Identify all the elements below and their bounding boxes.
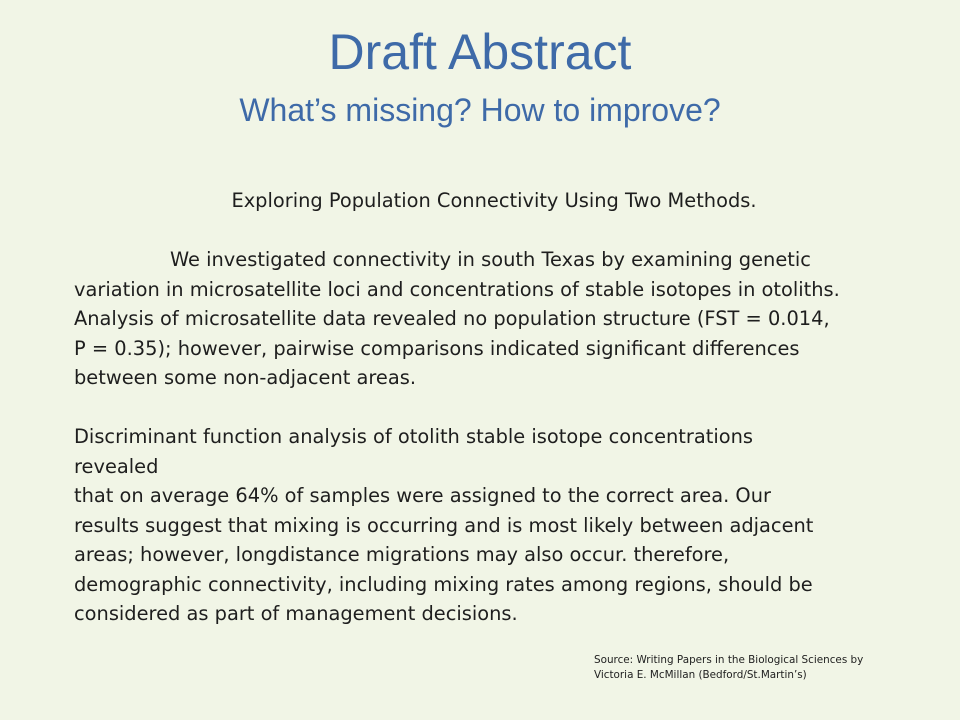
blank-line <box>74 393 914 423</box>
abstract-line: results suggest that mixing is occurring and is most likely between adjacent <box>74 513 814 537</box>
abstract-line: between some non-adjacent areas. <box>74 366 417 389</box>
source-line: Source: Writing Papers in the Biological Sciences by <box>594 654 864 666</box>
abstract-line: variation in microsatellite loci and concentrations of stable isotopes in otoliths. <box>74 277 840 301</box>
source-line: Victoria E. McMillan (Bedford/St.Martin’s) <box>594 669 807 681</box>
abstract-line: revealed <box>74 454 159 478</box>
abstract-title: Exploring Population Connectivity Using Two Methods. <box>231 189 757 212</box>
abstract-line: P = 0.35); however, pairwise comparisons indicated significant differences <box>74 336 800 360</box>
abstract-line: that on average 64% of samples were assigned to the correct area. Our <box>74 484 771 507</box>
abstract-line <box>74 245 914 275</box>
abstract-line: areas; however, longdistance migrations may also occur. therefore, <box>74 543 730 566</box>
abstract-line: Discriminant function analysis of otolith stable isotope concentrations <box>74 425 754 448</box>
source-citation <box>594 653 934 683</box>
slide-title: Draft Abstract <box>328 24 632 80</box>
abstract-line-text: We investigated connectivity in south Texas by examining genetic <box>170 248 811 271</box>
blank-line <box>74 216 914 246</box>
abstract-block <box>74 186 914 629</box>
abstract-line: Analysis of microsatellite data revealed no population structure (FST = 0.014, <box>74 307 830 330</box>
abstract-line: considered as part of management decisions. <box>74 602 518 625</box>
abstract-line: demographic connectivity, including mixing rates among regions, should be <box>74 572 813 596</box>
slide-subtitle: What’s missing? How to improve? <box>239 92 721 128</box>
